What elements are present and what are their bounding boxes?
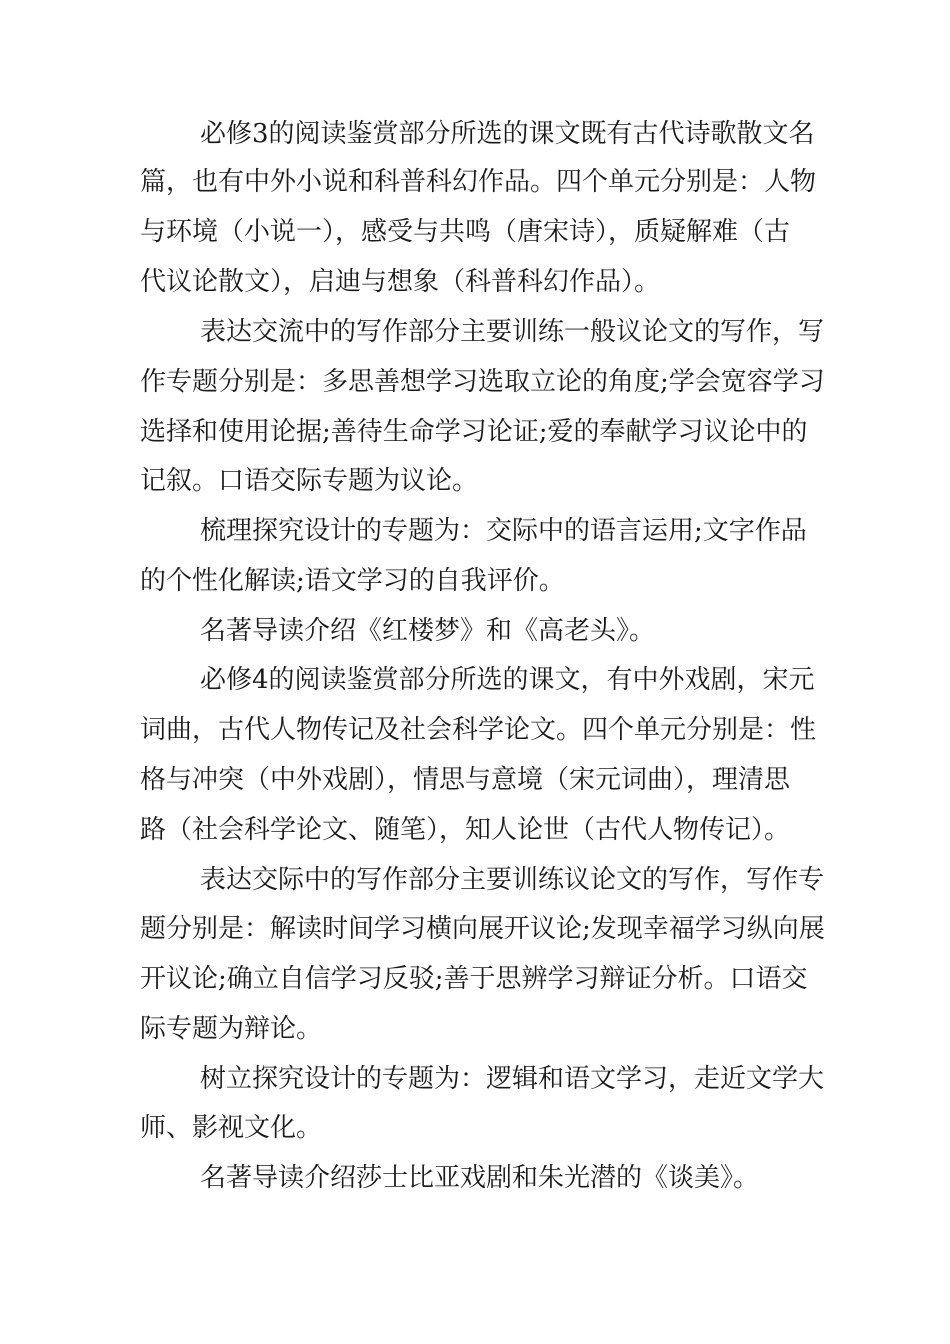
text-line: 选择和使用论据;善待生命学习论证;爱的奉献学习议论中的: [140, 417, 808, 447]
text-line: 格与冲突（中外戏剧），情思与意境（宋元词曲），理清思: [140, 765, 791, 795]
text-line: 的个性化解读;语文学习的自我评价。: [140, 566, 565, 596]
text-line: 师、影视文化。: [140, 1113, 323, 1143]
text-line: 名著导读介绍《红楼梦》和《高老头》。: [200, 616, 656, 646]
text-line: 际专题为辩论。: [140, 1014, 323, 1044]
text-line: 词曲，古代人物传记及社会科学论文。四个单元分别是：性: [140, 715, 817, 745]
text-line: 代议论散文），启迪与想象（科普科幻作品）。: [140, 267, 661, 297]
text-line: 树立探究设计的专题为：逻辑和语文学习，走近文学大: [200, 1064, 825, 1094]
text-line: 必修3的阅读鉴赏部分所选的课文既有古代诗歌散文名: [200, 119, 815, 149]
text-line: 作专题分别是：多思善想学习选取立论的角度;学会宽容学习: [140, 367, 825, 397]
text-line: 与环境（小说一），感受与共鸣（唐宋诗），质疑解难（古: [140, 217, 791, 247]
text-line: 必修4的阅读鉴赏部分所选的课文，有中外戏剧，宋元: [200, 665, 815, 695]
text-line: 篇，也有中外小说和科普科幻作品。四个单元分别是：人物: [140, 167, 817, 197]
text-line: 表达交流中的写作部分主要训练一般议论文的写作，写: [200, 317, 825, 347]
text-line: 开议论;确立自信学习反驳;善于思辨学习辩证分析。口语交: [140, 964, 808, 994]
text-line: 名著导读介绍莎士比亚戏剧和朱光潜的《谈美》。: [200, 1163, 760, 1193]
text-line: 梳理探究设计的专题为：交际中的语言运用;文字作品: [200, 516, 807, 546]
text-line: 表达交际中的写作部分主要训练议论文的写作，写作专: [200, 865, 825, 895]
text-line: 记叙。口语交际专题为议论。: [140, 466, 479, 496]
text-line: 题分别是：解读时间学习横向展开议论;发现幸福学习纵向展: [140, 914, 825, 944]
text-line: 路（社会科学论文、随笔），知人论世（古代人物传记）。: [140, 815, 791, 845]
